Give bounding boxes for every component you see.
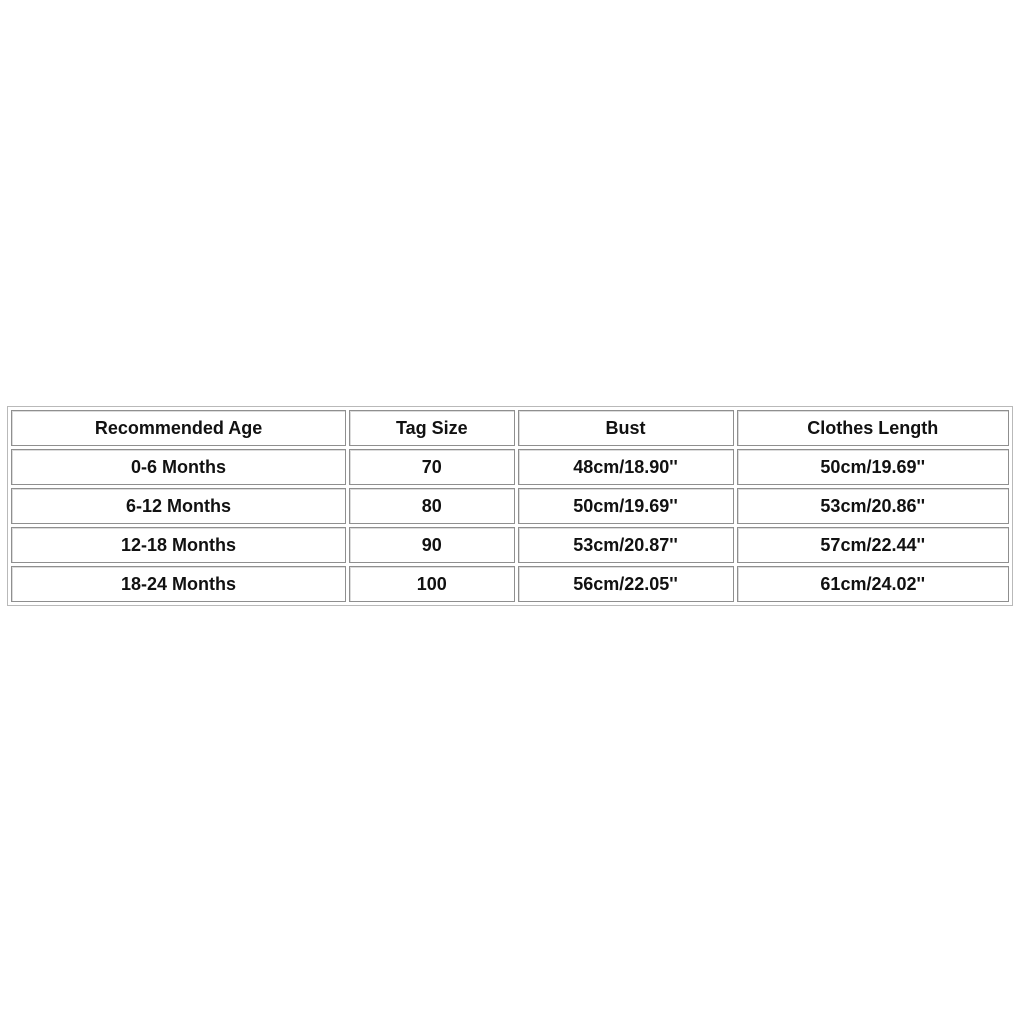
header-clothes-length: Clothes Length	[737, 410, 1010, 446]
size-chart-table	[7, 406, 1013, 606]
header-recommended-age: Recommended Age	[11, 410, 346, 446]
cell-bust: 53cm/20.87''	[518, 527, 734, 563]
cell-clothes-length: 53cm/20.86''	[737, 488, 1010, 524]
table-row	[11, 566, 1009, 602]
table-row	[11, 527, 1009, 563]
cell-tag-size: 80	[349, 488, 515, 524]
cell-bust: 56cm/22.05''	[518, 566, 734, 602]
cell-bust: 50cm/19.69''	[518, 488, 734, 524]
cell-tag-size: 90	[349, 527, 515, 563]
cell-age: 0-6 Months	[11, 449, 346, 485]
cell-age: 18-24 Months	[11, 566, 346, 602]
cell-clothes-length: 57cm/22.44''	[737, 527, 1010, 563]
table-header-row	[11, 410, 1009, 446]
cell-tag-size: 100	[349, 566, 515, 602]
cell-age: 6-12 Months	[11, 488, 346, 524]
table-row	[11, 488, 1009, 524]
cell-tag-size: 70	[349, 449, 515, 485]
cell-bust: 48cm/18.90''	[518, 449, 734, 485]
cell-clothes-length: 61cm/24.02''	[737, 566, 1010, 602]
cell-clothes-length: 50cm/19.69''	[737, 449, 1010, 485]
table-row	[11, 449, 1009, 485]
header-bust: Bust	[518, 410, 734, 446]
cell-age: 12-18 Months	[11, 527, 346, 563]
header-tag-size: Tag Size	[349, 410, 515, 446]
